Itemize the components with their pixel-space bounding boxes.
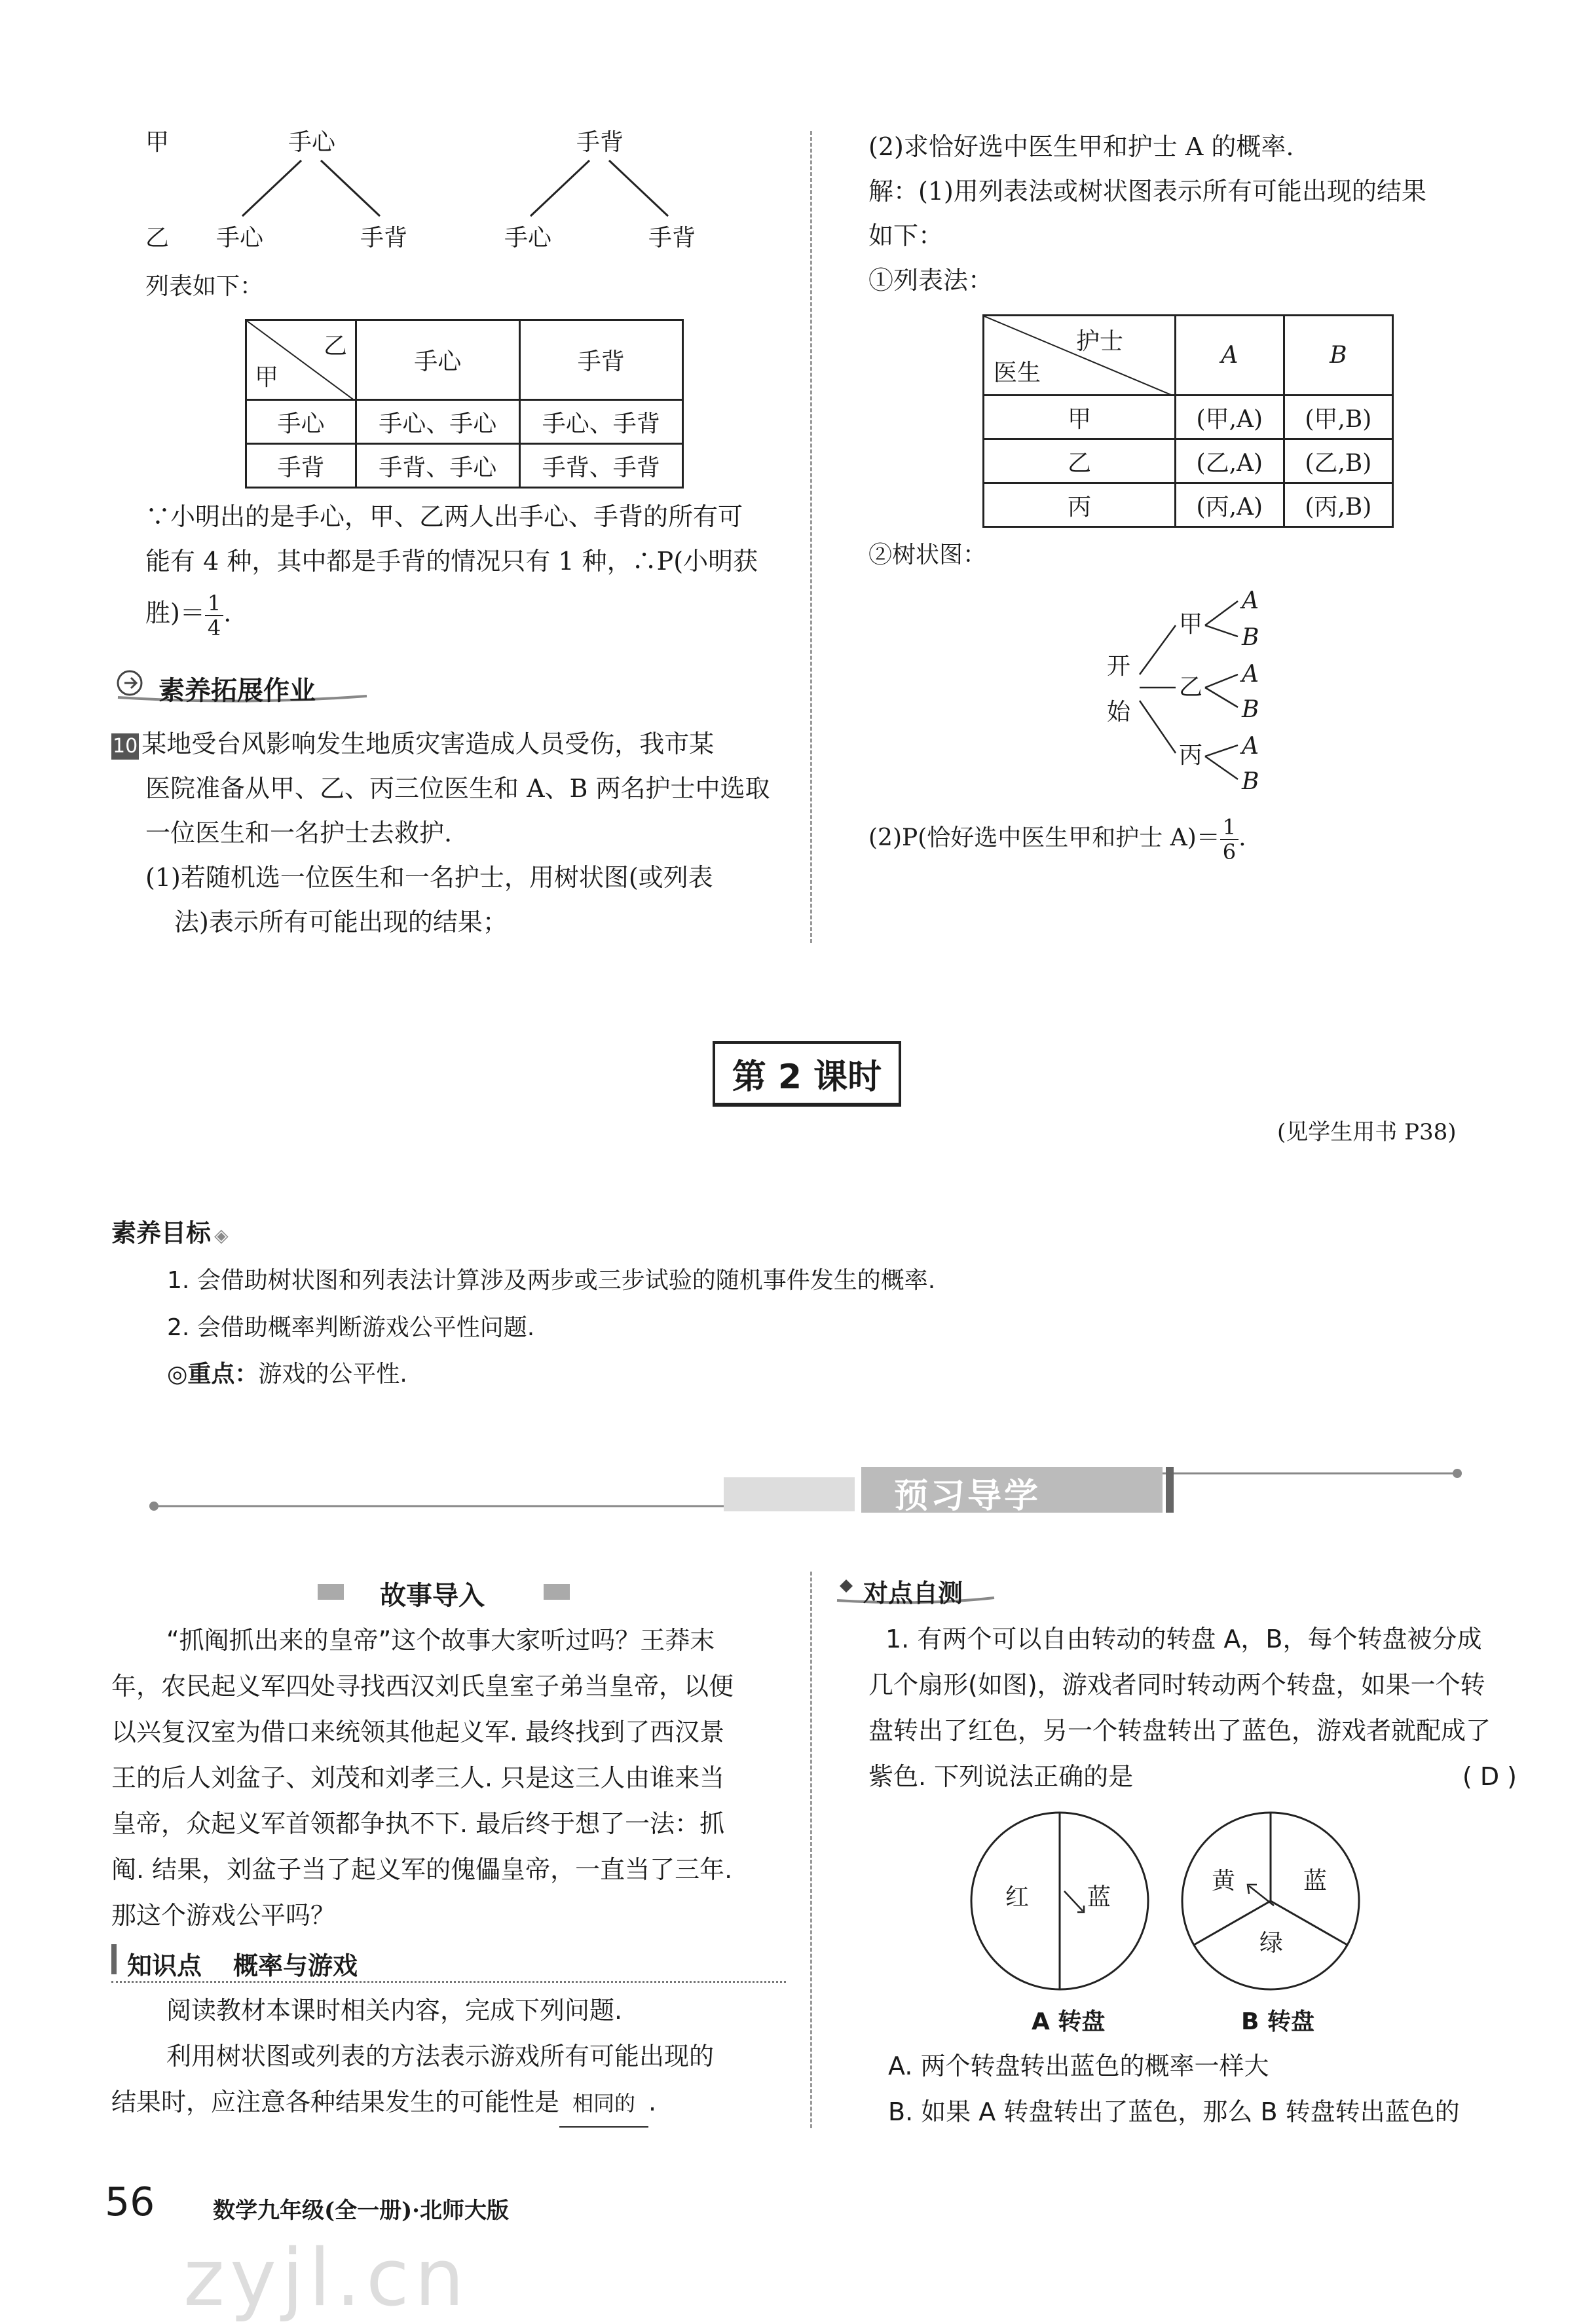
- section-ext-header: [111, 665, 373, 704]
- lesson-title-box: [713, 1041, 901, 1107]
- solution-line: 如下：: [868, 221, 944, 250]
- tree-doctor: 丙: [1179, 742, 1203, 769]
- problem-line: 一位医生和一名护士去救护.: [145, 819, 453, 847]
- spinner-a-blue: 蓝: [1087, 1884, 1111, 1911]
- spinners-figure: [966, 1807, 1477, 2043]
- doctor-tree-diagram: [1100, 583, 1297, 805]
- story-line: 以兴复汉室为借口来统领其他起义军. 最终找到了西汉景: [111, 1718, 725, 1746]
- hand-tree-lines: [131, 157, 720, 223]
- tree-leaf: B: [1242, 768, 1259, 795]
- table-col-header: 手背: [519, 320, 683, 400]
- column-divider-bottom: [810, 1572, 812, 2128]
- corner-bottom: 甲: [255, 364, 279, 391]
- fraction: [205, 591, 223, 640]
- method1-label: ①列表法：: [868, 266, 994, 295]
- conclusion-line: 能有 4 种，其中都是手背的情况只有 1 种，∴P(小明获: [145, 547, 758, 576]
- lesson-ref: (见学生用书 P38): [1277, 1119, 1457, 1145]
- tree-leaf: B: [1242, 624, 1259, 651]
- diamond-icon: ◈: [214, 1225, 229, 1246]
- table-col-header: 手心: [356, 320, 520, 400]
- solution-text: [868, 124, 1556, 303]
- table-cell: (乙,B): [1284, 439, 1392, 483]
- selftest-line: 几个扇形(如图)，游戏者同时转动两个转盘，如果一个转: [868, 1670, 1485, 1699]
- problem-line: 医院准备从甲、乙、丙三位医生和 A、B 两名护士中选取: [145, 774, 770, 803]
- problem-number: 10: [111, 733, 139, 760]
- tree-leaf-3: 手心: [504, 225, 552, 251]
- column-divider-top: [810, 131, 812, 943]
- selftest-line: 盘转出了红色，另一个转盘转出了蓝色，游戏者就配成了: [868, 1716, 1491, 1745]
- story-line: “抓阄抓出来的皇帝”这个故事大家听过吗？王莽末: [166, 1626, 715, 1655]
- problem-q1-line: 法)表示所有可能出现的结果；: [174, 908, 508, 936]
- lesson-title: 第 2 课时: [732, 1057, 882, 1097]
- table-corner: [246, 320, 356, 400]
- tree-doctor: 乙: [1179, 674, 1203, 701]
- hand-table: [245, 319, 684, 489]
- tree-doctor: 甲: [1179, 611, 1203, 638]
- fraction-num: 1: [1220, 815, 1238, 840]
- corner-bottom: 医生: [994, 360, 1041, 386]
- goal-item: 1. 会借助树状图和列表法计算涉及两步或三步试验的随机事件发生的概率.: [167, 1267, 936, 1294]
- tree-leaf-1: 手心: [216, 225, 264, 251]
- tree-row2-label: 乙: [145, 225, 170, 251]
- heading-bar: [111, 1944, 117, 1974]
- conclusion-prefix: 胜)＝: [145, 599, 205, 627]
- preview-banner-title: 预习导学: [894, 1477, 1041, 1516]
- answer-choice: ( D ): [1462, 1762, 1517, 1791]
- knowledge-prefix: 结果时，应注意各种结果发生的可能性是: [111, 2088, 560, 2116]
- corner-top: 护士: [1076, 328, 1124, 355]
- goal-item: 2. 会借助概率判断游戏公平性问题.: [167, 1314, 535, 1341]
- knowledge-heading: [111, 1942, 786, 1983]
- fraction-den: 4: [207, 615, 221, 640]
- preview-banner: [147, 1464, 1464, 1517]
- knowledge-label: 知识点: [127, 1951, 202, 1980]
- fraction-den: 6: [1222, 839, 1237, 864]
- conclusion-line: ∵小明出的是手心，甲、乙两人出手心、手背的所有可: [145, 502, 743, 531]
- conclusion-suffix: .: [223, 599, 232, 627]
- fraction: [1220, 815, 1238, 864]
- table-col-header: A: [1176, 316, 1284, 396]
- section-ext-title: 素养拓展作业: [158, 676, 316, 706]
- knowledge-body: [111, 1987, 792, 2128]
- spinner-b-caption: B 转盘: [1241, 2008, 1314, 2035]
- tree-root: 开: [1107, 653, 1131, 680]
- problem-10: [111, 722, 806, 944]
- heading-decor: [318, 1584, 344, 1600]
- fill-blank-answer: 相同的: [559, 2080, 648, 2128]
- goals-list: [167, 1257, 1477, 1352]
- selftest-line: [868, 1754, 1556, 1799]
- table-row-header: 手背: [246, 444, 356, 488]
- story-line: 年，农民起义军四处寻找西汉刘氏皇室子弟当皇帝，以便: [111, 1672, 734, 1701]
- problem-q1-line: (1)若随机选一位医生和一名护士，用树状图(或列表: [145, 863, 713, 892]
- spinner-a-caption: A 转盘: [1032, 2008, 1106, 2035]
- story-line: 那这个游戏公平吗？: [111, 1901, 336, 1930]
- selftest-heading: 对点自测: [863, 1579, 963, 1608]
- table-row-header: 丙: [984, 483, 1176, 527]
- story-heading: 故事导入: [380, 1581, 485, 1611]
- selftest-heading-box: [830, 1572, 1014, 1608]
- goals-section: [111, 1213, 229, 1249]
- table-intro: 列表如下：: [145, 273, 264, 300]
- table-row-header: 手心: [246, 400, 356, 444]
- conclusion-text: [145, 494, 800, 642]
- story-heading-box: [318, 1575, 580, 1611]
- page-number: 56: [105, 2179, 155, 2225]
- tree-leaf-4: 手背: [648, 225, 696, 251]
- table-cell: 手背、手背: [519, 444, 683, 488]
- focus-label: ◎重点：: [167, 1361, 259, 1388]
- table-row-header: 甲: [984, 396, 1176, 439]
- knowledge-line: 阅读教材本课时相关内容，完成下列问题.: [166, 1996, 623, 2025]
- method2-label: ②树状图：: [868, 542, 987, 568]
- watermark: zyjl.cn: [183, 2233, 470, 2324]
- story-line: 皇帝，众起义军首领都争执不下. 最后终于想了一法：抓: [111, 1809, 725, 1838]
- spinner-a-red: 红: [1005, 1884, 1030, 1911]
- goals-heading: 素养目标: [111, 1219, 212, 1247]
- tree-leaf: B: [1242, 696, 1259, 723]
- table-cell: 手心、手心: [356, 400, 520, 444]
- option-b: B. 如果 A 转盘转出了蓝色，那么 B 转盘转出蓝色的: [888, 2097, 1460, 2126]
- doctor-nurse-table: [982, 314, 1394, 528]
- problem-text: 某地受台风影响发生地质灾害造成人员受伤，我市某: [141, 729, 715, 758]
- table-cell: (乙,A): [1176, 439, 1284, 483]
- story-line: 王的后人刘盆子、刘茂和刘孝三人. 只是这三人由谁来当: [111, 1763, 725, 1792]
- fraction-num: 1: [205, 591, 223, 616]
- tree-row1-label: 甲: [145, 129, 170, 156]
- conclusion-line: [145, 583, 800, 642]
- tree-leaf: A: [1242, 733, 1259, 760]
- tree-node-back: 手背: [576, 129, 624, 156]
- table-cell: (丙,A): [1176, 483, 1284, 527]
- table-cell: (甲,A): [1176, 396, 1284, 439]
- options: [888, 2043, 1563, 2135]
- goals-focus: [167, 1356, 407, 1389]
- table-row-header: 乙: [984, 439, 1176, 483]
- story-body: [111, 1617, 792, 1938]
- selftest-line: 1. 有两个可以自由转动的转盘 A，B，每个转盘被分成: [885, 1625, 1482, 1653]
- answer-prefix: (2)P(恰好选中医生甲和护士 A)＝: [868, 824, 1220, 851]
- knowledge-line: 利用树状图或列表的方法表示游戏所有可能出现的: [166, 2042, 715, 2071]
- option-a: A. 两个转盘转出蓝色的概率一样大: [888, 2052, 1269, 2080]
- spinner-b-yellow: 黄: [1212, 1868, 1236, 1894]
- table-cell: (甲,B): [1284, 396, 1392, 439]
- tree-leaf-2: 手背: [360, 225, 408, 251]
- footer-book: 数学九年级(全一册)·北师大版: [213, 2198, 510, 2224]
- tree-leaf: A: [1242, 587, 1259, 614]
- tree-node-palm: 手心: [288, 129, 336, 156]
- solution-line: 解：(1)用列表法或树状图表示所有可能出现的结果: [868, 177, 1426, 206]
- table-corner: [984, 316, 1176, 396]
- table-cell: 手心、手背: [519, 400, 683, 444]
- selftest-text: 紫色. 下列说法正确的是: [868, 1762, 1134, 1791]
- table-col-header: B: [1284, 316, 1392, 396]
- knowledge-title: 概率与游戏: [233, 1951, 358, 1980]
- focus-text: 游戏的公平性.: [258, 1361, 407, 1388]
- knowledge-line: [111, 2079, 792, 2128]
- corner-top: 乙: [323, 333, 347, 360]
- spinner-b-blue: 蓝: [1303, 1868, 1328, 1894]
- table-cell: 手背、手心: [356, 444, 520, 488]
- tree-root: 始: [1107, 699, 1131, 726]
- problem-line: [111, 722, 806, 766]
- heading-decor: [544, 1584, 570, 1600]
- story-line: 阄. 结果，刘盆子当了起义军的傀儡皇帝，一直当了三年.: [111, 1855, 733, 1884]
- table-cell: (丙,B): [1284, 483, 1392, 527]
- knowledge-suffix: .: [648, 2088, 657, 2116]
- q2-line: (2)求恰好选中医生甲和护士 A 的概率.: [868, 132, 1294, 161]
- selftest-body: [868, 1616, 1556, 1799]
- spinner-b-green: 绿: [1259, 1930, 1284, 1957]
- tree-leaf: A: [1242, 661, 1259, 688]
- answer-2: [868, 809, 1246, 868]
- answer-suffix: .: [1238, 824, 1246, 851]
